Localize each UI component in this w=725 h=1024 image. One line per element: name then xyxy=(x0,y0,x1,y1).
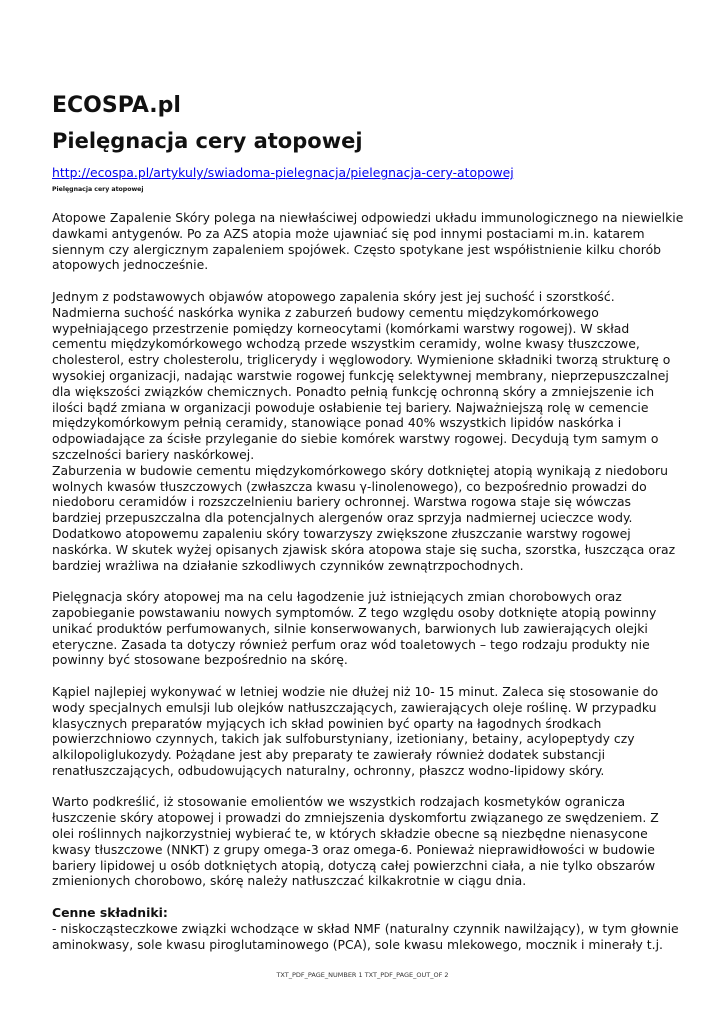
site-title: ECOSPA.pl xyxy=(52,93,181,118)
text-line: ilości bądź zmiana w organizacji powoduje osłabienie tej bariery. Najważniejszą rolę w cemencie xyxy=(52,399,649,415)
text-line: międzykomórkowym pełnią ceramidy, stanowiące ponad 40% wszystkich lipidów naskórka i xyxy=(52,415,622,431)
text-line: kwasy tłuszczowe (NNKT) z grupy omega-3 oraz omega-6. Ponieważ nieprawidłowości w budowie xyxy=(52,841,655,857)
paragraph-gap xyxy=(52,273,682,289)
breadcrumb: Pielęgnacja cery atopowej xyxy=(52,186,144,193)
text-line: Jednym z podstawowych objawów atopowego zapalenia skóry jest jej suchość i szorstkość. xyxy=(52,288,615,304)
paragraph-bathing xyxy=(52,684,682,779)
text-line: klasycznych preparatów myjących ich skład powinien być oparty na łagodnych środkach xyxy=(52,715,602,731)
paragraph-gap xyxy=(52,779,682,795)
text-line: Pielęgnacja skóry atopowej ma na celu łagodzenie już istniejących zmian chorobowych oraz xyxy=(52,589,622,605)
text-line: wolnych kwasów tłuszczowych (zwłaszcza kwasu γ-linolenowego), co bezpośrednio prowadzi do xyxy=(52,478,647,494)
text-line: bariery lipidowej u osób dotkniętych atopią, dotyczą całej powierzchni ciała, a nie tylko obszarów xyxy=(52,857,656,873)
text-line: renatłuszczających, odbudowujących naturalny, ochronny, płaszcz wodno-lipidowy skóry. xyxy=(52,762,605,778)
page-footer: TXT_PDF_PAGE_NUMBER 1 TXT_PDF_PAGE_OUT_OF 2 xyxy=(276,971,449,979)
article-title: Pielęgnacja cery atopowej xyxy=(52,129,363,153)
ingredients-section xyxy=(52,905,682,952)
paragraph-gap xyxy=(52,668,682,684)
text-line: zmienionych chorobowo, skórę należy natłuszczać kilkakrotnie w ciągu dnia. xyxy=(52,873,527,889)
text-line: powinny być stosowane bezpośrednio na skórę. xyxy=(52,652,348,668)
text-line: Kąpiel najlepiej wykonywać w letniej wodzie nie dłużej niż 10- 15 minut. Zaleca się stosowanie do xyxy=(52,683,659,699)
paragraph-emollients xyxy=(52,794,682,889)
text-line: Nadmierna suchość naskórka wynika z zaburzeń budowy cementu międzykomórkowego xyxy=(52,304,599,320)
text-line: szczelności bariery naskórkowej. xyxy=(52,446,255,462)
text-line: wypełniającego przestrzenie pomiędzy korneocytami (komórkami warstwy rogowej). W skład xyxy=(52,320,630,336)
text-line: wysokiej organizacji, nadając warstwie rogowej funkcję selektywnej membrany, nieprzepuszczalnej xyxy=(52,367,669,383)
text-line: Zaburzenia w budowie cementu międzykomórkowego skóry dotkniętej atopią wynikają z niedoboru xyxy=(52,462,668,478)
text-line: dawkami antygenów. Po za AZS atopia może ujawniać się pod innymi postaciami m.in. katarem xyxy=(52,225,645,241)
text-line: olei roślinnych najkorzystniej wybierać te, w których składzie obecne są niezbędne nienasycone xyxy=(52,826,648,842)
source-link[interactable]: http://ecospa.pl/artykuly/swiadoma-pielegnacja/pielegnacja-cery-atopowej xyxy=(52,165,514,180)
text-line: bardziej wrażliwa na działanie szkodliwych czynników zewnątrzpochodnych. xyxy=(52,557,524,573)
text-line: niedoboru ceramidów i rozszczelnieniu bariery ochronnej. Warstwa rogowa staje się wówczas xyxy=(52,494,631,510)
text-line: unikać produktów perfumowanych, silnie konserwowanych, barwionych lub zawierających olejki xyxy=(52,620,648,636)
text-line: Atopowe Zapalenie Skóry polega na niewłaściwej odpowiedzi układu immunologicznego na niewielkie xyxy=(52,210,684,225)
text-line: Warto podkreślić, iż stosowanie emolientów we wszystkich rodzajach kosmetyków ogranicza xyxy=(52,794,626,810)
text-line: łuszczenie skóry atopowej i prowadzi do zmniejszenia dyskomfortu związanego ze swędzeniem. Z xyxy=(52,810,659,826)
text-line: dla większości związków chemicznych. Ponadto pełnią funkcję ochronną skóry a zmniejszenie ich xyxy=(52,383,655,399)
text-line: cholesterol, estry cholesterolu, triglicerydy i węglowodory. Wymienione składniki tworzą strukturę o xyxy=(52,352,671,368)
text-line: - niskocząsteczkowe związki wchodzące w skład NMF (naturalny czynnik nawilżający), w tym głownie xyxy=(52,920,679,936)
text-line: alkilopoliglukozydy. Pożądane jest aby preparaty te zawierały również dodatek substancji xyxy=(52,747,606,763)
paragraph-gap xyxy=(52,889,682,905)
text-line: Dodatkowo atopowemu zapaleniu skóry towarzyszy zwiększone złuszczanie warstwy rogowej xyxy=(52,525,631,541)
paragraph-intro xyxy=(52,210,682,273)
text-line: bardziej przepuszczalna dla potencjalnych alergenów oraz sprzyja nadmiernej ucieczce wody. xyxy=(52,510,633,526)
text-line: powierzchniowo czynnych, takich jak sulfoburstyniany, izetioniany, betainy, acylopeptydy czy xyxy=(52,731,635,747)
text-line: siennym czy alergicznym zapaleniem spojówek. Często spotykane jest współistnienie kilku chorób xyxy=(52,241,662,257)
ingredients-heading: Cenne składniki: xyxy=(52,905,168,921)
text-line: wody specjalnych emulsji lub olejków natłuszczających, zawierających oleje roślinę. W przypadku xyxy=(52,699,657,715)
text-line: atopowych jednocześnie. xyxy=(52,257,209,273)
text-line: eteryczne. Zasada ta dotyczy również perfum oraz wód toaletowych – tego rodzaju produkty nie xyxy=(52,636,650,652)
article-body xyxy=(52,210,682,952)
text-line: cementu międzykomórkowego wchodzą przede wszystkim ceramidy, wolne kwasy tłuszczowe, xyxy=(52,336,640,352)
text-line: zapobieganie powstawaniu nowych symptomów. Z tego względu osoby dotknięte atopią powinny xyxy=(52,604,657,620)
text-line: aminokwasy, sole kwasu piroglutaminowego (PCA), sole kwasu mlekowego, mocznik i minerały t.j. xyxy=(52,936,663,952)
text-line: odpowiadające za ścisłe przyleganie do siebie komórek warstwy rogowej. Decydują tym samym o xyxy=(52,431,659,447)
paragraph-care xyxy=(52,589,682,668)
paragraph-gap xyxy=(52,573,682,589)
text-line: naskórka. W skutek wyżej opisanych zjawisk skóra atopowa staje się sucha, szorstka, łuszcząca oraz xyxy=(52,541,676,557)
paragraph-symptoms xyxy=(52,289,682,573)
